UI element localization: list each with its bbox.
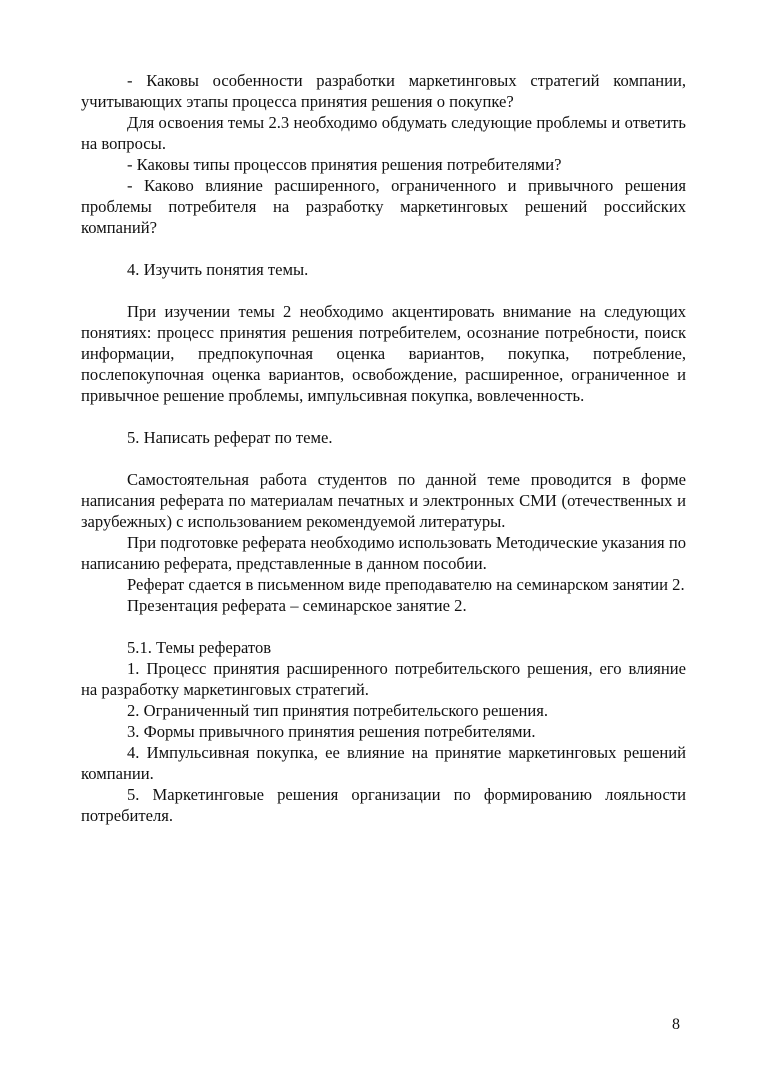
section-4-body: При изучении темы 2 необходимо акцентировать внимание на следующих понятиях: процесс принятия решения потребителем, осознание потребности, поиск информации, предпокупочная оценка вариантов, покупка, потребление, послепокупочная оценка вариантов, освобождение, расширенное, ограниченное и привычное решение проблемы, импульсивная покупка, вовлеченность.	[81, 302, 686, 405]
topic-item: 1. Процесс принятия расширенного потребительского решения, его влияние на разработку маркетинговых стратегий.	[81, 659, 686, 699]
section-5-paragraph: Презентация реферата – семинарское занятие 2.	[127, 596, 467, 615]
document-page	[81, 70, 686, 826]
section-4-heading: 4. Изучить понятия темы.	[127, 260, 309, 279]
question-item: - Каково влияние расширенного, ограниченного и привычного решения проблемы потребителя на разработку маркетинговых решений российских компаний?	[81, 176, 686, 237]
question-item: - Каковы типы процессов принятия решения потребителями?	[127, 155, 562, 174]
section-5-paragraph: Самостоятельная работа студентов по данной теме проводится в форме написания реферата по материалам печатных и электронных СМИ (отечественных и зарубежных) с использованием рекомендуемой литературы.	[81, 470, 686, 531]
topics-heading: 5.1. Темы рефератов	[127, 638, 272, 657]
topic-item: 5. Маркетинговые решения организации по формированию лояльности потребителя.	[81, 785, 686, 825]
spacer	[81, 280, 686, 301]
spacer	[81, 406, 686, 427]
page-number: 8	[672, 1016, 680, 1033]
question-item: - Каковы особенности разработки маркетинговых стратегий компании, учитывающих этапы процесса принятия решения о покупке?	[81, 71, 686, 111]
topic-item: 2. Ограниченный тип принятия потребительского решения.	[127, 701, 549, 720]
spacer	[81, 448, 686, 469]
topic-item: 3. Формы привычного принятия решения потребителями.	[127, 722, 536, 741]
section-5-heading: 5. Написать реферат по теме.	[127, 428, 333, 447]
topic-item: 4. Импульсивная покупка, ее влияние на принятие маркетинговых решений компании.	[81, 743, 686, 783]
spacer	[81, 238, 686, 259]
section-5-paragraph: Реферат сдается в письменном виде преподавателю на семинарском занятии 2.	[127, 575, 685, 594]
topic-intro-paragraph: Для освоения темы 2.3 необходимо обдумать следующие проблемы и ответить на вопросы.	[81, 113, 686, 153]
section-5-paragraph: При подготовке реферата необходимо использовать Методические указания по написанию реферата, представленные в данном пособии.	[81, 533, 686, 573]
spacer	[81, 616, 686, 637]
